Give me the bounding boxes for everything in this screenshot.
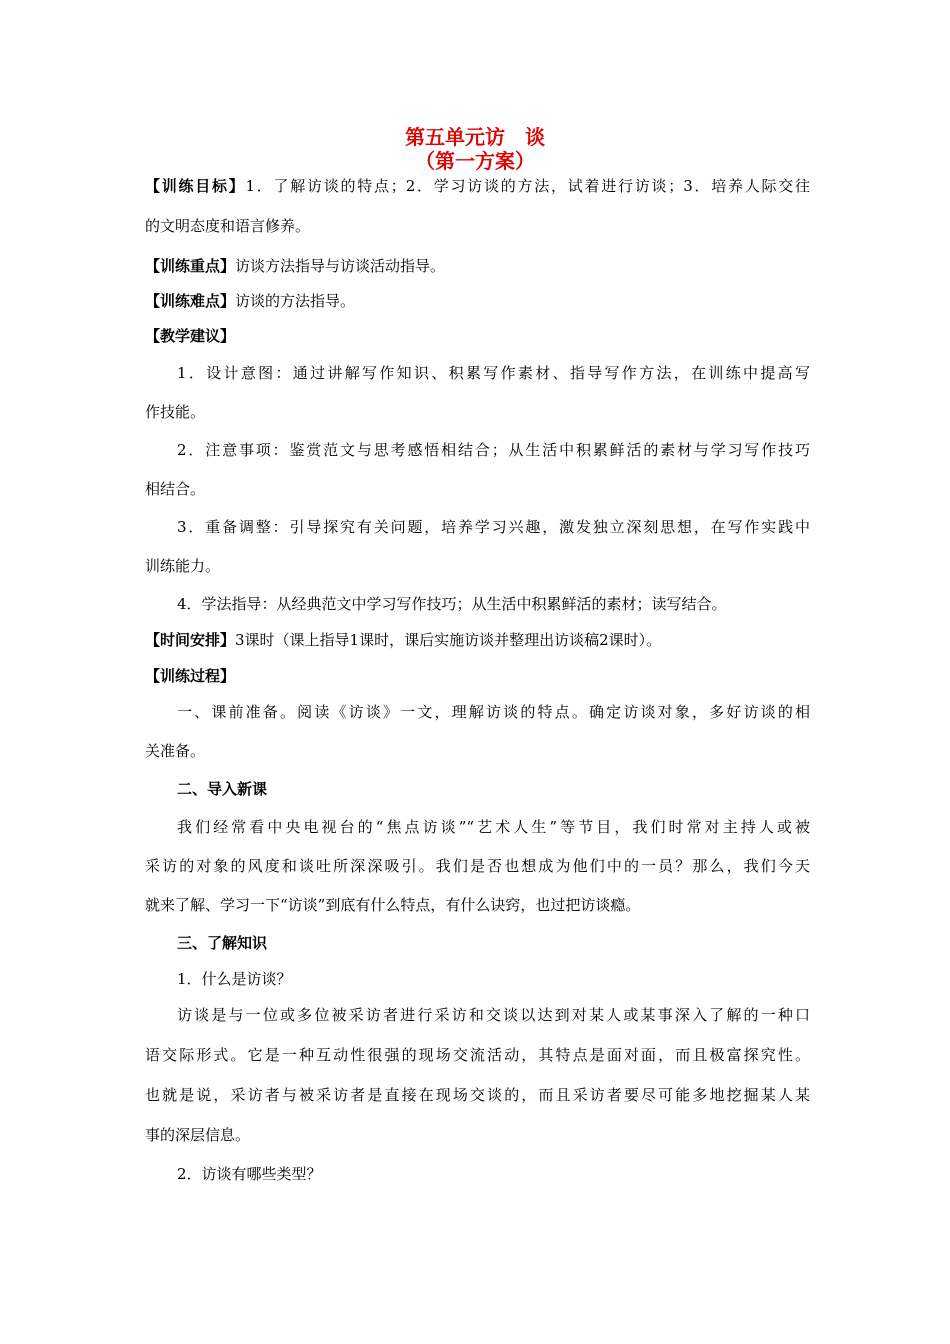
advice-4-line: 4．学法指导：从经典范文中学习写作技巧；从生活中积累鲜活的素材；读写结合。	[177, 595, 727, 613]
step1-line-1: 一、课前准备。阅读《访谈》一文，理解访谈的特点。确定访谈对象，多好访谈的相	[177, 703, 810, 721]
answer-1-line-1: 访谈是与一位或多位被采访者进行采访和交谈以达到对某人或某事深入了解的一种口	[177, 1006, 810, 1024]
question-1: 1．什么是访谈？	[177, 970, 292, 988]
advice-1-line-2: 作技能。	[145, 403, 206, 421]
question-2: 2．访谈有哪些类型？	[177, 1165, 322, 1183]
focus-line	[145, 256, 810, 276]
advice-2-line-1: 2．注意事项：鉴赏范文与思考感悟相结合；从生活中积累鲜活的素材与学习写作技巧	[177, 441, 810, 459]
goal-label: 【训练目标】	[145, 177, 246, 195]
time-label: 【时间安排】	[145, 631, 236, 649]
focus-label: 【训练重点】	[145, 257, 236, 275]
answer-1-line-3: 也就是说，采访者与被采访者是直接在现场交谈的，而且采访者要尽可能多地挖掘某人某	[145, 1086, 810, 1104]
difficulty-label: 【训练难点】	[145, 292, 236, 310]
advice-3-line-2: 训练能力。	[145, 557, 221, 575]
difficulty-line	[145, 291, 810, 311]
advice-3-line-1: 3．重备调整：引导探究有关问题，培养学习兴趣，激发独立深刻思想，在写作实践中	[177, 518, 810, 536]
goal-text-1: 1．了解访谈的特点；2．学习访谈的方法，试着进行访谈；3．培养人际交往	[245, 177, 810, 195]
difficulty-text: 访谈的方法指导。	[235, 292, 356, 310]
step2-para-line-3: 就来了解、学习一下“访谈”到底有什么特点，有什么诀窍，也过把访谈瘾。	[145, 896, 641, 914]
step2-para-line-1: 我们经常看中央电视台的“焦点访谈”“艺术人生”等节目，我们时常对主持人或被	[177, 818, 810, 836]
page-subtitle: （第一方案）	[415, 149, 535, 173]
advice-1-line-1: 1．设计意图：通过讲解写作知识、积累写作素材、指导写作方法，在训练中提高写	[177, 364, 810, 382]
answer-1-line-2: 语交际形式。它是一种互动性很强的现场交流活动，其特点是面对面，而且极富探究性。	[145, 1046, 810, 1064]
goal-line-2: 的文明态度和语言修养。	[145, 217, 311, 235]
focus-text: 访谈方法指导与访谈活动指导。	[235, 257, 446, 275]
step2-para-line-2: 采访的对象的风度和谈吐所深深吸引。我们是否也想成为他们中的一员？那么，我们今天	[145, 857, 810, 875]
time-line	[145, 630, 810, 650]
time-text: 3课时（课上指导1课时，课后实施访谈并整理出访谈稿2课时）。	[235, 631, 662, 649]
page-title: 第五单元访 谈	[405, 125, 545, 149]
advice-2-line-2: 相结合。	[145, 480, 206, 498]
step3-heading: 三、了解知识	[177, 934, 268, 952]
process-heading: 【训练过程】	[145, 667, 236, 685]
answer-1-line-4: 事的深层信息。	[145, 1126, 251, 1144]
step1-line-2: 关准备。	[145, 742, 206, 760]
advice-heading: 【教学建议】	[145, 327, 236, 345]
goal-line-1	[145, 176, 810, 196]
step2-heading: 二、导入新课	[177, 780, 268, 798]
